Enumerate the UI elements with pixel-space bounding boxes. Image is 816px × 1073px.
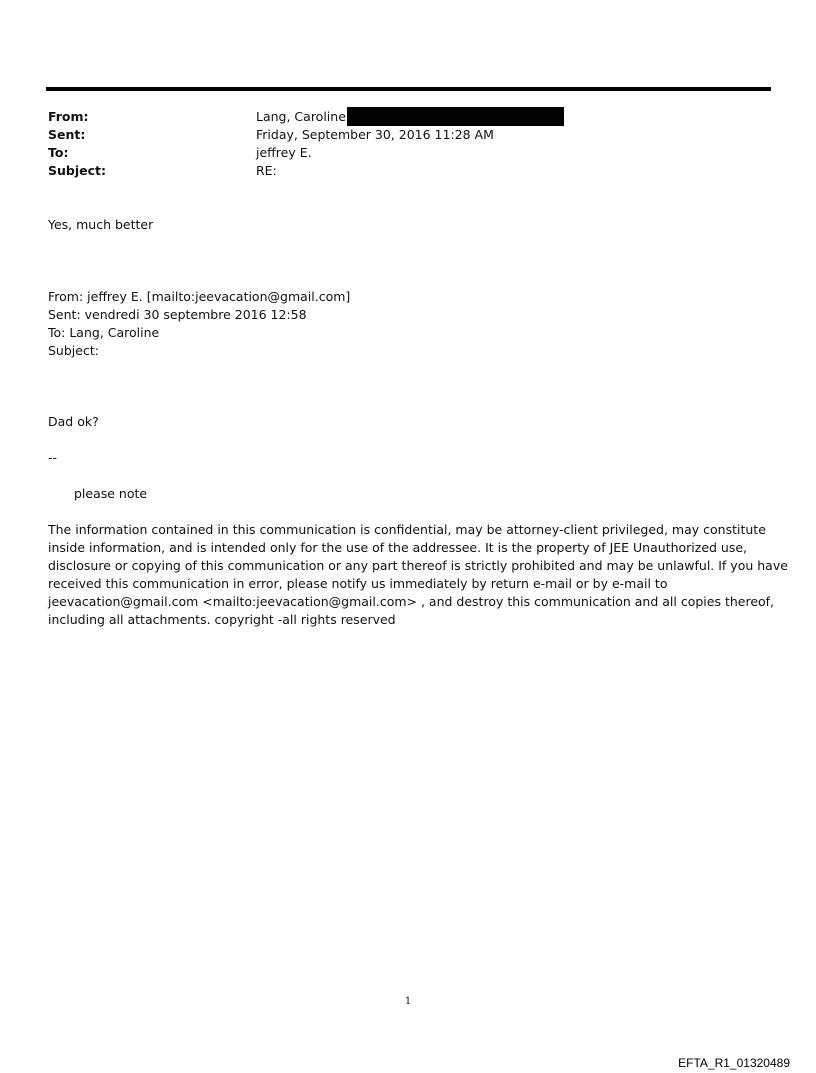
disclaimer-paragraph	[48, 521, 788, 629]
sent-value: Friday, September 30, 2016 11:28 AM	[256, 127, 494, 142]
disclaimer-line: disclosure or copying of this communication or any part thereof is strictly prohibited and may be unlawful. If you have	[48, 558, 788, 573]
signature-separator: --	[48, 450, 58, 465]
quoted-to: To: Lang, Caroline	[48, 325, 160, 340]
from-name: Lang, Caroline	[256, 109, 346, 124]
message-text: Dad ok?	[48, 414, 99, 429]
redaction-box	[347, 107, 564, 126]
from-value	[256, 108, 564, 126]
quoted-sent: Sent: vendredi 30 septembre 2016 12:58	[48, 307, 307, 322]
subject-value: RE:	[256, 163, 277, 178]
header-rule	[46, 87, 771, 91]
note-text: please note	[74, 486, 148, 501]
disclaimer-line: including all attachments. copyright -all rights reserved	[48, 612, 396, 627]
disclaimer-line: jeevacation@gmail.com <mailto:jeevacation@gmail.com> , and destroy this communication and all copies thereof,	[48, 594, 775, 609]
from-label: From:	[48, 109, 89, 124]
quoted-subject: Subject:	[48, 343, 99, 358]
disclaimer-line: received this communication in error, please notify us immediately by return e-mail or by e-mail to	[48, 576, 668, 591]
disclaimer-line: The information contained in this communication is confidential, may be attorney-client privileged, may constitute	[48, 522, 766, 537]
to-value: jeffrey E.	[256, 145, 312, 160]
reply-text: Yes, much better	[48, 217, 154, 232]
bates-number: EFTA_R1_01320489	[678, 1056, 790, 1070]
page-number: 1	[404, 996, 412, 1007]
quoted-from: From: jeffrey E. [mailto:jeevacation@gmail.com]	[48, 289, 351, 304]
subject-label: Subject:	[48, 163, 106, 178]
to-label: To:	[48, 145, 69, 160]
disclaimer-line: inside information, and is intended only for the use of the addressee. It is the property of JEE Unauthorized use,	[48, 540, 748, 555]
sent-label: Sent:	[48, 127, 86, 142]
